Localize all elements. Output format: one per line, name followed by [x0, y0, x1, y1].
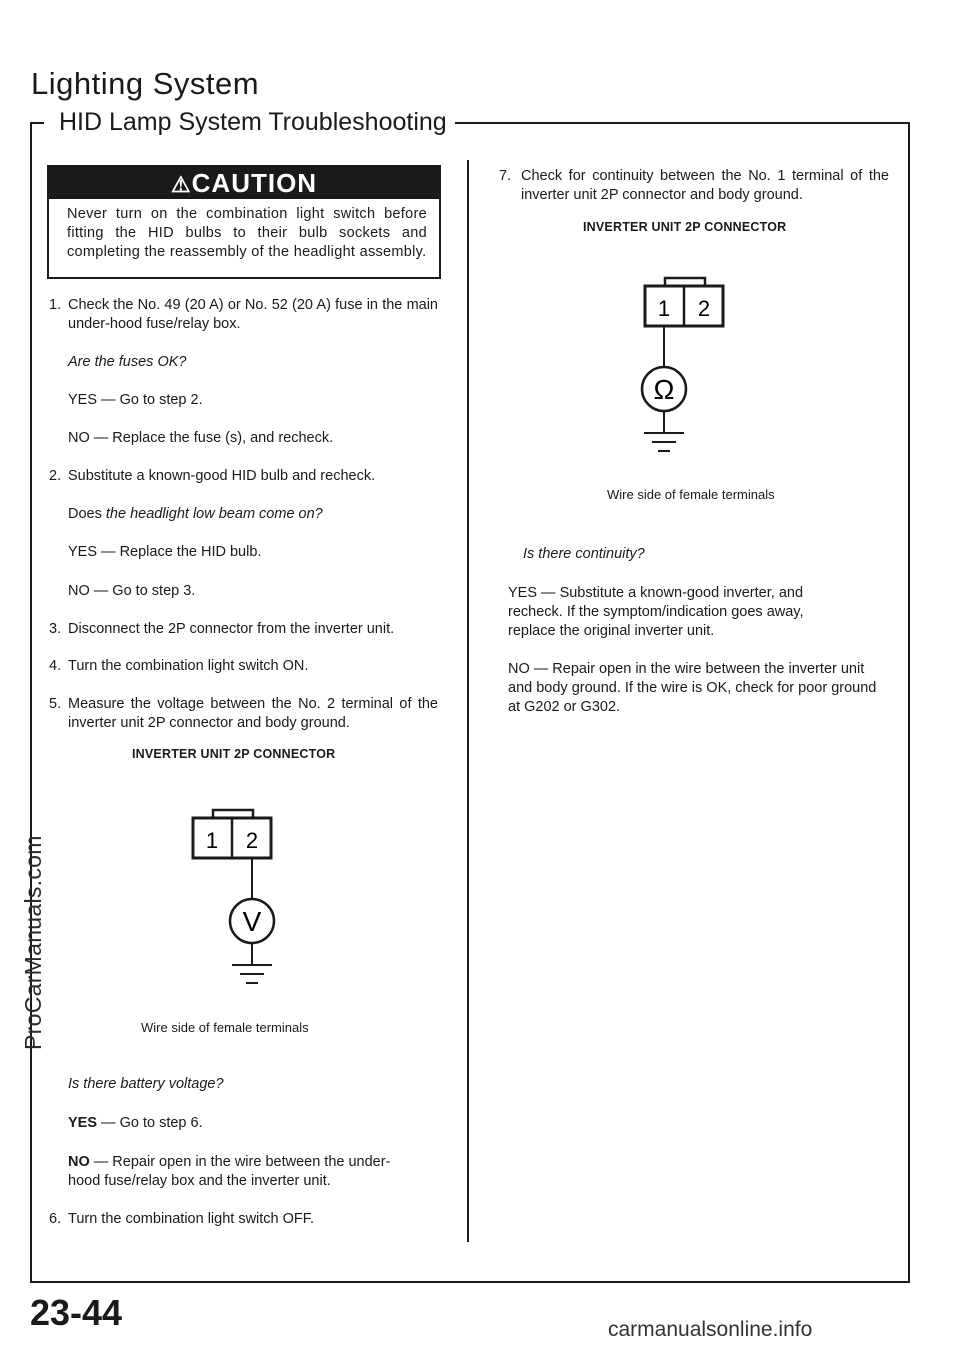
caution-label: CAUTION [191, 168, 318, 198]
page-title: Lighting System [31, 66, 260, 101]
caution-box [47, 165, 441, 279]
step-2-question-prefix: Does [68, 506, 106, 522]
step-5-question: Is there battery voltage? [68, 1076, 224, 1092]
ohmmeter-diagram [635, 268, 745, 468]
frame-bottom [30, 1281, 910, 1283]
step-2-number: 2. [49, 468, 62, 484]
step-2-question-text: the headlight low beam come on? [105, 506, 323, 522]
step-1-yes: YES — Go to step 2. [68, 392, 203, 408]
section-subtitle: HID Lamp System Troubleshooting [55, 108, 451, 137]
ohmmeter-symbol: Ω [653, 374, 675, 405]
step-7-no: NO — Repair open in the wire between the inverter unit and body ground. If the wire is OK, check for poor ground at G202 or G302. [508, 661, 877, 715]
step-7-diagram-title: INVERTER UNIT 2P CONNECTOR [583, 220, 787, 234]
terminal-1-label: 1 [205, 828, 219, 853]
step-5-yes [68, 1114, 203, 1133]
frame-top-right [455, 122, 910, 124]
column-divider [467, 160, 469, 1242]
step-2-question [68, 505, 323, 524]
terminal-1-label: 1 [657, 296, 671, 321]
terminal-2-label: 2 [697, 296, 711, 321]
step-7-yes: YES — Substitute a known-good inverter, and recheck. If the symptom/indication goes away, replace the original inverter unit. [508, 585, 804, 639]
step-5-diagram-caption: Wire side of female terminals [141, 1020, 309, 1035]
caution-header [49, 167, 439, 199]
voltmeter-diagram [185, 800, 295, 1000]
step-5-no [68, 1153, 408, 1191]
step-1-no: NO — Replace the fuse (s), and recheck. [68, 430, 334, 446]
frame-left [30, 122, 32, 1282]
step-5-text: Measure the voltage between the No. 2 terminal of the inverter unit 2P connector and body ground. [68, 696, 438, 731]
step-7-question: Is there continuity? [523, 546, 645, 562]
step-2-no: NO — Go to step 3. [68, 583, 196, 599]
step-6-number: 6. [49, 1211, 62, 1227]
step-1-question: Are the fuses OK? [68, 354, 187, 370]
watermark-procarmanuals: ProCarManuals.com [20, 835, 46, 1050]
step-7-diagram-caption: Wire side of female terminals [607, 487, 775, 502]
caution-text: Never turn on the combination light switch before fitting the HID bulbs to their bulb sockets and completing the reassembly of the headlight assembly. [67, 206, 427, 260]
frame-right [908, 122, 910, 1282]
step-2-text: Substitute a known-good HID bulb and recheck. [68, 468, 376, 484]
step-5-no-text: — Repair open in the wire between the under-hood fuse/relay box and the inverter unit. [68, 1154, 391, 1189]
step-5-yes-text: — Go to step 6. [97, 1115, 203, 1131]
terminal-2-label: 2 [245, 828, 259, 853]
step-1-text: Check the No. 49 (20 A) or No. 52 (20 A) fuse in the main under-hood fuse/relay box. [68, 297, 438, 332]
voltmeter-symbol: V [242, 906, 262, 937]
step-4-text: Turn the combination light switch ON. [68, 658, 309, 674]
step-2-yes: YES — Replace the HID bulb. [68, 544, 262, 560]
step-3-number: 3. [49, 621, 62, 637]
step-5-number: 5. [49, 696, 62, 712]
step-3-text: Disconnect the 2P connector from the inverter unit. [68, 621, 395, 637]
frame-top-left [30, 122, 44, 124]
step-4-number: 4. [49, 658, 62, 674]
step-5-no-label: NO [68, 1154, 90, 1170]
step-7-number: 7. [499, 168, 512, 184]
step-1-number: 1. [49, 297, 62, 313]
footer-site: carmanualsonline.info [608, 1318, 813, 1341]
step-6-text: Turn the combination light switch OFF. [68, 1211, 315, 1227]
step-5-yes-label: YES [68, 1115, 98, 1131]
step-5-diagram-title: INVERTER UNIT 2P CONNECTOR [132, 747, 336, 761]
page-number: 23-44 [30, 1292, 123, 1333]
step-7-text: Check for continuity between the No. 1 terminal of the inverter unit 2P connector and body ground. [521, 168, 889, 203]
warning-triangle-icon: ⚠ [170, 172, 192, 197]
